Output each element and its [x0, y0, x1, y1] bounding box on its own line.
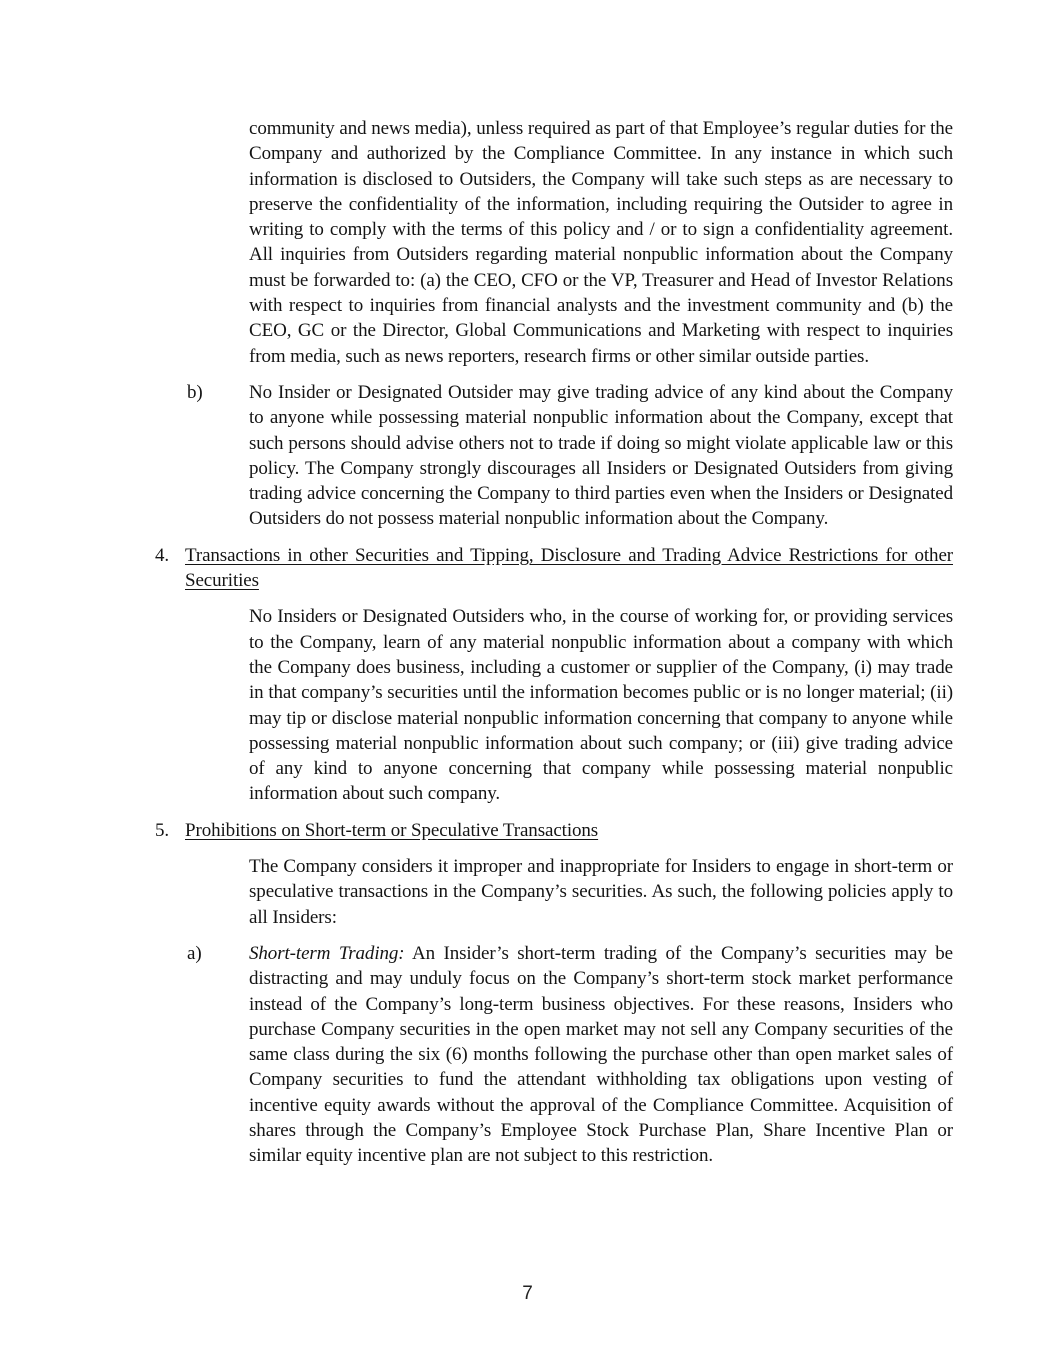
- list-item-a-label: a): [187, 942, 202, 964]
- section-4-paragraph: No Insiders or Designated Outsiders who, in the course of working for, or providing services to the Company, learn of any material nonpublic information about a company with which the Company does business, including a customer or supplier of the Company, (i) may trade in that company’s securities until the information becomes public or is no longer material; (ii) may tip or disclose material nonpublic information concerning that company to anyone while possessing material nonpublic information about such company; or (iii) give trading advice of any kind to anyone concerning that company while possessing material nonpublic information about such company.: [249, 606, 953, 805]
- list-item-a-text: [249, 941, 953, 1169]
- list-item-b-label: b): [187, 381, 203, 403]
- section-heading-4: [155, 543, 953, 594]
- list-item-b-text: No Insider or Designated Outsider may give trading advice of any kind about the Company to anyone while possessing material nonpublic information about the Company, except that such persons should advise others not to trade if doing so might violate applicable law or this policy. The Company strongly discourages all Insiders or Designated Outsiders from giving trading advice concerning the Company to third parties even when the Insiders or Designated Outsiders do not possess material nonpublic information about the Company.: [249, 381, 953, 530]
- page-number: 7: [522, 1283, 533, 1304]
- continuation-paragraph: community and news media), unless required as part of that Employee’s regular duties for the Company and authorized by the Compliance Committee. In any instance in which such information is disclosed to Outsiders, the Company will take such steps as are necessary to preserve the confidentiality of the information, including requiring the Outsider to agree in writing to comply with the terms of this policy and / or to sign a confidentiality agreement. All inquiries from Outsiders regarding material nonpublic information about the Company must be forwarded to: (a) the CEO, CFO or the VP, Treasurer and Head of Investor Relations with respect to inquiries from financial analysts and the investment community and (b) the CEO, GC or the Director, Global Communications and Marketing with respect to inquiries from media, such as news reporters, research firms or other similar outside parties.: [249, 118, 953, 367]
- section-heading-5-number: 5.: [155, 819, 170, 841]
- list-item-b: [187, 380, 953, 532]
- section-5-paragraph: The Company considers it improper and inappropriate for Insiders to engage in short-term or speculative transactions in the Company’s securities. As such, the following policies apply to all Insiders:: [249, 856, 953, 928]
- list-item-a-lead: Short-term Trading:: [249, 942, 405, 964]
- list-item-a-body: An Insider’s short-term trading of the Company’s securities may be distracting and may unduly focus on the Company’s short-term stock market performance instead of the Company’s long-term business objectives. For these reasons, Insiders who purchase Company securities in the open market may not sell any Company securities of the same class during the six (6) months following the purchase other than open market sales of Company securities to fund the attendant withholding tax obligations upon vesting of incentive equity awards without the approval of the Compliance Committee. Acquisition of shares through the Company’s Employee Stock Purchase Plan, Share Incentive Plan or similar equity incentive plan are not subject to this restriction.: [249, 942, 953, 1167]
- section-heading-4-number: 4.: [155, 544, 170, 566]
- section-heading-5: [155, 818, 953, 843]
- section-heading-4-title: Transactions in other Securities and Tipping, Disclosure and Trading Advice Restrictions for other Securities: [185, 544, 953, 592]
- section-heading-5-title: Prohibitions on Short-term or Speculative Transactions: [185, 819, 599, 841]
- document-content: [0, 116, 1055, 1180]
- list-item-a: [187, 941, 953, 1169]
